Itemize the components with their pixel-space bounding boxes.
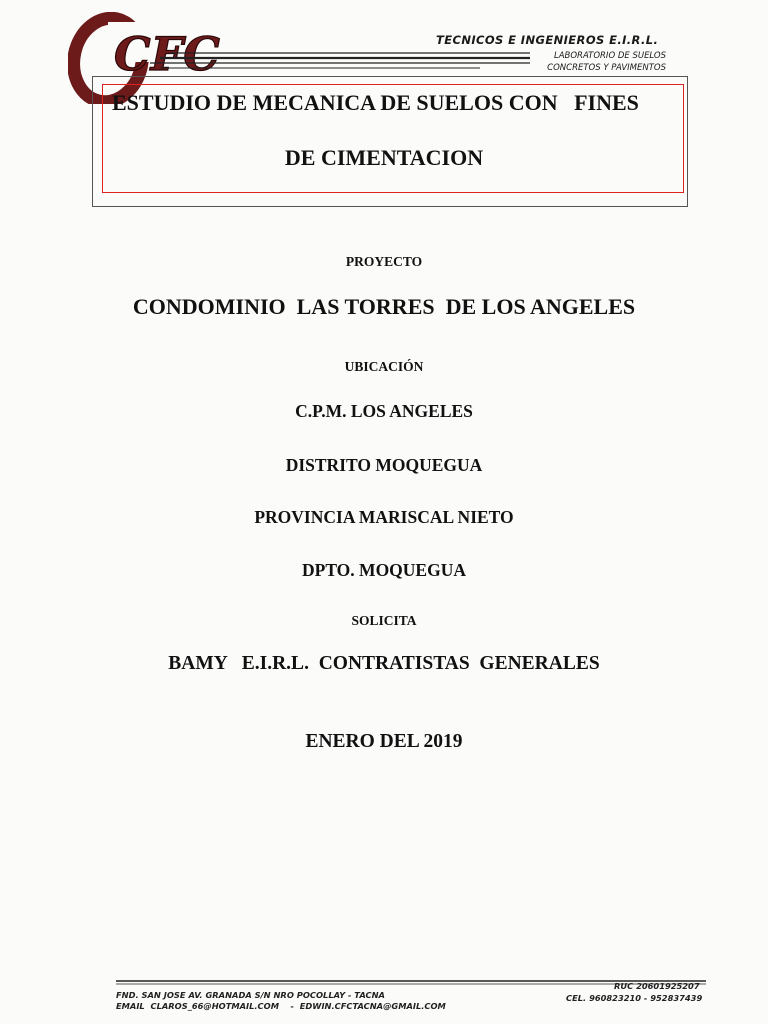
footer-email: EMAIL CLAROS_66@HOTMAIL.COM - EDWIN.CFCTACNA@GMAIL.COM — [116, 1001, 446, 1011]
project-label: PROYECTO — [345, 254, 423, 269]
document-title-line1: ESTUDIO DE MECANICA DE SUELOS CON FINES — [112, 90, 639, 115]
logo-lettering: CFC — [114, 27, 220, 81]
location-cpm: C.P.M. LOS ANGELES — [295, 401, 473, 421]
lab-subtitle-line1: LABORATORIO DE SUELOS — [553, 51, 666, 61]
location-district: DISTRITO MOQUEGUA — [285, 455, 483, 475]
footer-ruc: RUC 20601925207 — [614, 981, 700, 991]
location-department: DPTO. MOQUEGUA — [302, 560, 466, 580]
footer-address: FND. SAN JOSE AV. GRANADA S/N NRO POCOLLAY - TACNA — [116, 990, 385, 1000]
requester-name: BAMY E.I.R.L. CONTRATISTAS GENERALES — [168, 653, 600, 674]
project-name: CONDOMINIO LAS TORRES DE LOS ANGELES — [132, 294, 636, 319]
document-date: ENERO DEL 2019 — [305, 731, 463, 752]
location-label: UBICACIÓN — [344, 359, 424, 374]
footer-phone: CEL. 960823210 - 952837439 — [566, 993, 703, 1003]
company-name: TECNICOS E INGENIEROS E.I.R.L. — [436, 33, 659, 47]
requester-label: SOLICITA — [351, 613, 417, 628]
document-title-line2: DE CIMENTACION — [284, 145, 484, 170]
header-rule-lines — [150, 50, 530, 74]
lab-subtitle-line2: CONCRETOS Y PAVIMENTOS — [547, 63, 666, 73]
location-province: PROVINCIA MARISCAL NIETO — [254, 507, 514, 527]
